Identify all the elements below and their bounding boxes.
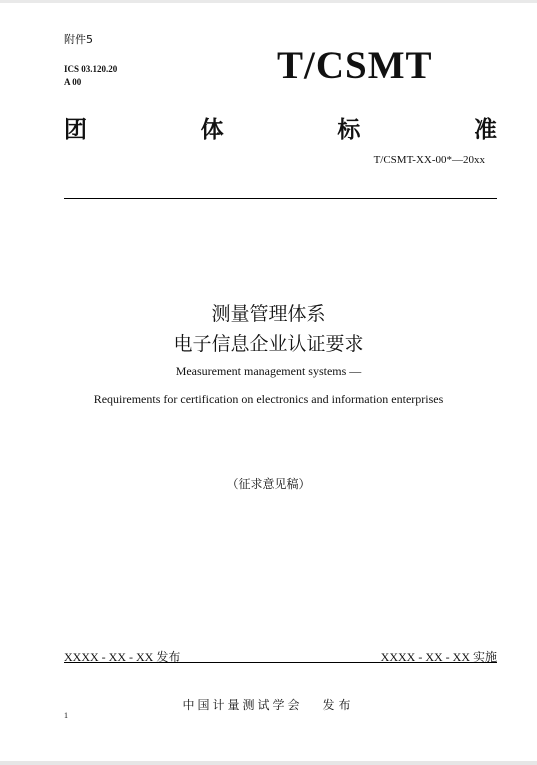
standard-type-char: 团 (64, 117, 87, 143)
standard-logo: T/CSMT (277, 44, 433, 87)
top-divider (64, 198, 497, 199)
standard-type-char: 准 (473, 117, 497, 143)
issue-date: XXXX - XX - XX 发布 (64, 650, 181, 664)
publisher-action: 发布 (322, 698, 355, 712)
page-number: 1 (64, 711, 68, 720)
title-cn-line2: 电子信息企业认证要求 (173, 333, 364, 355)
standard-type (64, 111, 497, 144)
standard-number: T/CSMT-XX-00*—20xx (373, 154, 485, 166)
title-en-line1: Measurement management systems — (175, 364, 362, 378)
ccs-code: A 00 (64, 77, 82, 87)
standard-type-char: 体 (200, 117, 224, 143)
implement-date: XXXX - XX - XX 实施 (380, 650, 497, 664)
draft-note: （征求意见稿） (226, 477, 311, 491)
bottom-divider (64, 662, 497, 663)
title-cn-line1: 测量管理体系 (211, 303, 326, 325)
ics-code: ICS 03.120.20 (64, 64, 118, 74)
standard-type-char: 标 (337, 117, 361, 143)
title-en-line2: Requirements for certification on electronics and information enterprises (93, 392, 444, 406)
attachment-label: 附件5 (64, 33, 93, 46)
publisher (0, 696, 537, 713)
publisher-org: 中国计量测试学会 (182, 698, 303, 712)
